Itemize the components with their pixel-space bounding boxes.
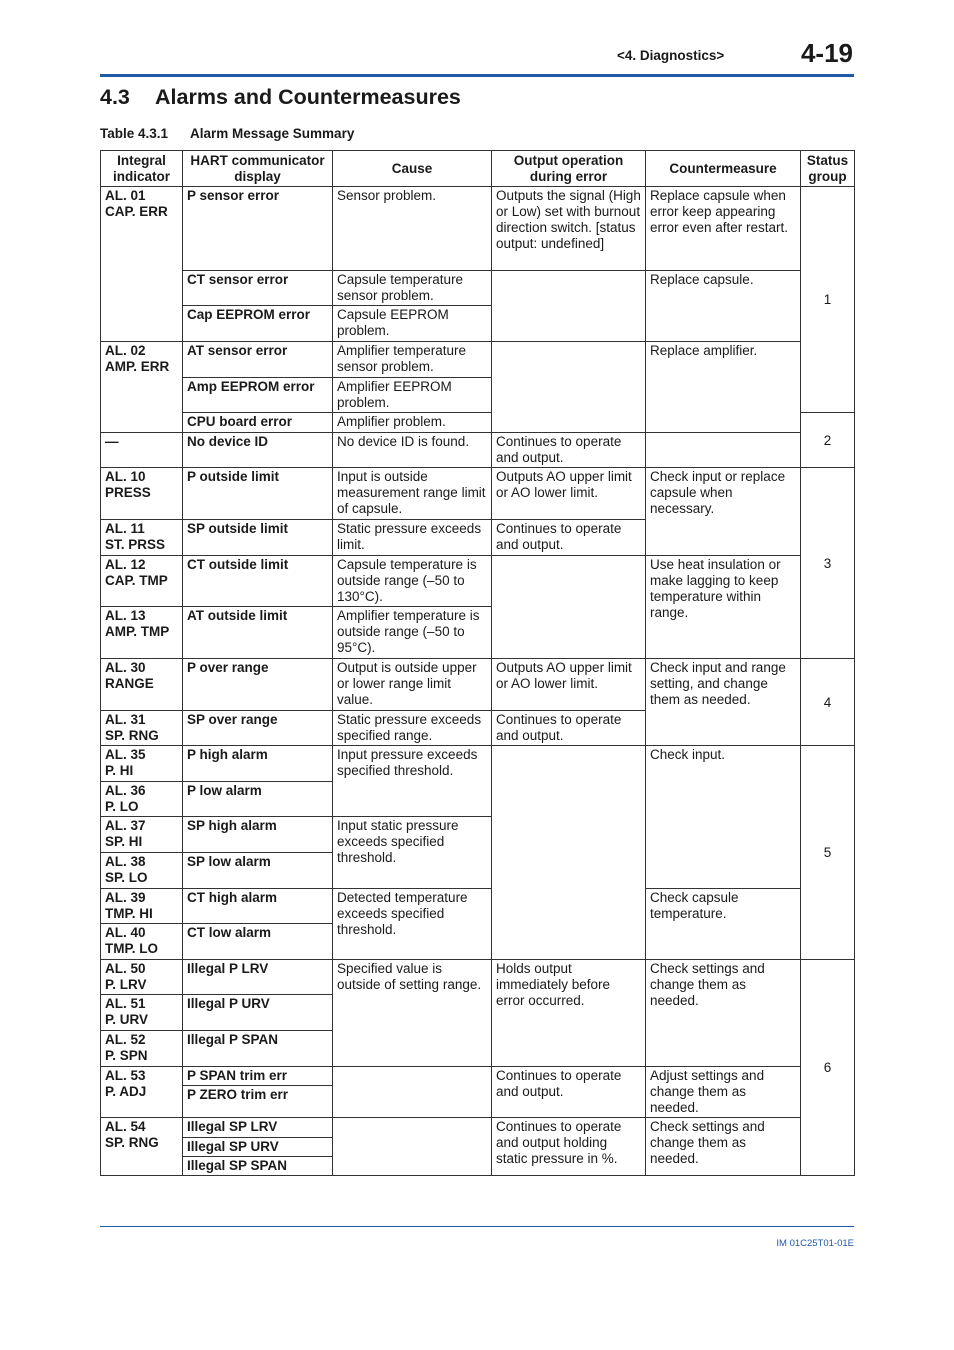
hart-cell: Illegal SP SPAN (183, 1157, 333, 1176)
table-header-row (101, 151, 855, 187)
output-cell: Continues to operate and output holding static pressure in %. (492, 1118, 646, 1176)
table-title: Alarm Message Summary (190, 126, 355, 141)
hart-cell: CT low alarm (183, 924, 333, 960)
indicator-cell: AL. 10 PRESS (101, 468, 183, 520)
hart-cell: Illegal SP LRV (183, 1118, 333, 1138)
table-row (101, 960, 855, 995)
table-row (101, 556, 855, 607)
cause-cell: Amplifier problem. (333, 413, 492, 433)
output-cell (492, 342, 646, 433)
output-cell (492, 746, 646, 960)
indicator-cell: AL. 13 AMP. TMP (101, 607, 183, 659)
hart-cell: No device ID (183, 433, 333, 468)
indicator-cell: AL. 52 P. SPN (101, 1031, 183, 1067)
output-cell (492, 271, 646, 342)
status-group-cell: 4 (801, 659, 855, 746)
countermeasure-cell: Replace amplifier. (646, 342, 801, 433)
countermeasure-cell: Check settings and change them as needed. (646, 960, 801, 1067)
hart-cell: SP outside limit (183, 520, 333, 556)
countermeasure-cell: Check capsule temperature. (646, 889, 801, 960)
indicator-cell: AL. 51 P. URV (101, 995, 183, 1031)
indicator-cell: AL. 54 SP. RNG (101, 1118, 183, 1176)
output-cell: Outputs AO upper limit or AO lower limit. (492, 468, 646, 520)
cause-cell: Specified value is outside of setting range. (333, 960, 492, 1067)
status-group-cell: 2 (801, 413, 855, 468)
indicator-cell: AL. 37 SP. HI (101, 817, 183, 853)
countermeasure-cell: Replace capsule when error keep appearing error even after restart. (646, 187, 801, 271)
indicator-cell: AL. 31 SP. RNG (101, 711, 183, 746)
output-cell: Outputs AO upper limit or AO lower limit. (492, 659, 646, 711)
countermeasure-cell: Check input or replace capsule when necessary. (646, 468, 801, 556)
indicator-cell: AL. 11 ST. PRSS (101, 520, 183, 556)
column-header: Output operation during error (492, 151, 646, 187)
indicator-cell: AL. 02 AMP. ERR (101, 342, 183, 433)
table-row (101, 746, 855, 782)
hart-cell: P outside limit (183, 468, 333, 520)
table-caption (100, 126, 354, 141)
hart-cell: Illegal P SPAN (183, 1031, 333, 1067)
status-group-cell: 6 (801, 960, 855, 1176)
section-number: 4.3 (100, 85, 130, 109)
indicator-cell: AL. 38 SP. LO (101, 853, 183, 889)
indicator-cell: AL. 36 P. LO (101, 782, 183, 817)
output-cell: Continues to operate and output. (492, 433, 646, 468)
indicator-cell: AL. 35 P. HI (101, 746, 183, 782)
hart-cell: P ZERO trim err (183, 1086, 333, 1118)
indicator-cell: AL. 40 TMP. LO (101, 924, 183, 960)
table-row (101, 187, 855, 271)
status-group-cell: 5 (801, 746, 855, 960)
hart-cell: CT high alarm (183, 889, 333, 924)
cause-cell: Input static pressure exceeds specified threshold. (333, 817, 492, 889)
hart-cell: Illegal P URV (183, 995, 333, 1031)
hart-cell: CT outside limit (183, 556, 333, 607)
cause-cell: Detected temperature exceeds specified threshold. (333, 889, 492, 960)
hart-cell: Cap EEPROM error (183, 306, 333, 342)
output-cell: Continues to operate and output. (492, 711, 646, 746)
hart-cell: SP high alarm (183, 817, 333, 853)
hart-cell: P SPAN trim err (183, 1067, 333, 1086)
hart-cell: P sensor error (183, 187, 333, 271)
countermeasure-cell: Replace capsule. (646, 271, 801, 342)
hart-cell: P high alarm (183, 746, 333, 782)
section-label: <4. Diagnostics> (617, 48, 725, 63)
hart-cell: P over range (183, 659, 333, 711)
page-title (100, 85, 461, 110)
indicator-cell: — (101, 433, 183, 468)
cause-cell (333, 1067, 492, 1118)
output-cell: Outputs the signal (High or Low) set with burnout direction switch. [status output: undefined] (492, 187, 646, 271)
column-header: Status group (801, 151, 855, 187)
output-cell: Continues to operate and output. (492, 520, 646, 556)
alarm-table (100, 150, 855, 1176)
cause-cell: Input is outside measurement range limit of capsule. (333, 468, 492, 520)
countermeasure-cell: Check input and range setting, and change them as needed. (646, 659, 801, 746)
column-header: Integral indicator (101, 151, 183, 187)
cause-cell: Capsule temperature sensor problem. (333, 271, 492, 306)
output-cell (492, 556, 646, 659)
countermeasure-cell: Check input. (646, 746, 801, 889)
cause-cell (333, 1118, 492, 1176)
cause-cell: Capsule EEPROM problem. (333, 306, 492, 342)
indicator-cell: AL. 53 P. ADJ (101, 1067, 183, 1118)
table-row (101, 271, 855, 306)
indicator-cell: AL. 50 P. LRV (101, 960, 183, 995)
output-cell: Continues to operate and output. (492, 1067, 646, 1118)
header-rule (100, 74, 854, 77)
footer-rule (100, 1226, 854, 1227)
table-row (101, 1118, 855, 1138)
indicator-cell: AL. 39 TMP. HI (101, 889, 183, 924)
hart-cell: CT sensor error (183, 271, 333, 306)
cause-cell: Amplifier EEPROM problem. (333, 378, 492, 413)
hart-cell: CPU board error (183, 413, 333, 433)
hart-cell: SP over range (183, 711, 333, 746)
cause-cell: Input pressure exceeds specified threshold. (333, 746, 492, 817)
cause-cell: No device ID is found. (333, 433, 492, 468)
table-row (101, 659, 855, 711)
cause-cell: Static pressure exceeds specified range. (333, 711, 492, 746)
column-header: HART communicator display (183, 151, 333, 187)
hart-cell: AT outside limit (183, 607, 333, 659)
countermeasure-cell: Check settings and change them as needed. (646, 1118, 801, 1176)
table-row (101, 342, 855, 378)
cause-cell: Output is outside upper or lower range limit value. (333, 659, 492, 711)
document-id: IM 01C25T01-01E (776, 1238, 854, 1249)
table-number: Table 4.3.1 (100, 126, 169, 141)
hart-cell: SP low alarm (183, 853, 333, 889)
hart-cell: Illegal P LRV (183, 960, 333, 995)
status-group-cell: 3 (801, 468, 855, 659)
output-cell: Holds output immediately before error occurred. (492, 960, 646, 1067)
cause-cell: Capsule temperature is outside range (–50 to 130°C). (333, 556, 492, 607)
countermeasure-cell: Use heat insulation or make lagging to keep temperature within range. (646, 556, 801, 659)
indicator-cell: AL. 01 CAP. ERR (101, 187, 183, 342)
column-header: Countermeasure (646, 151, 801, 187)
hart-cell: Amp EEPROM error (183, 378, 333, 413)
hart-cell: AT sensor error (183, 342, 333, 378)
cause-cell: Amplifier temperature is outside range (–50 to 95°C). (333, 607, 492, 659)
countermeasure-cell (646, 433, 801, 468)
cause-cell: Sensor problem. (333, 187, 492, 271)
cause-cell: Static pressure exceeds limit. (333, 520, 492, 556)
indicator-cell: AL. 30 RANGE (101, 659, 183, 711)
table-row (101, 1067, 855, 1086)
table-row (101, 889, 855, 924)
page-number: 4-19 (800, 38, 853, 68)
section-title: Alarms and Countermeasures (155, 85, 461, 109)
table-row (101, 468, 855, 520)
cause-cell: Amplifier temperature sensor problem. (333, 342, 492, 378)
column-header: Cause (333, 151, 492, 187)
countermeasure-cell: Adjust settings and change them as needed. (646, 1067, 801, 1118)
table-row (101, 433, 855, 468)
indicator-cell: AL. 12 CAP. TMP (101, 556, 183, 607)
hart-cell: P low alarm (183, 782, 333, 817)
hart-cell: Illegal SP URV (183, 1138, 333, 1157)
status-group-cell: 1 (801, 187, 855, 413)
